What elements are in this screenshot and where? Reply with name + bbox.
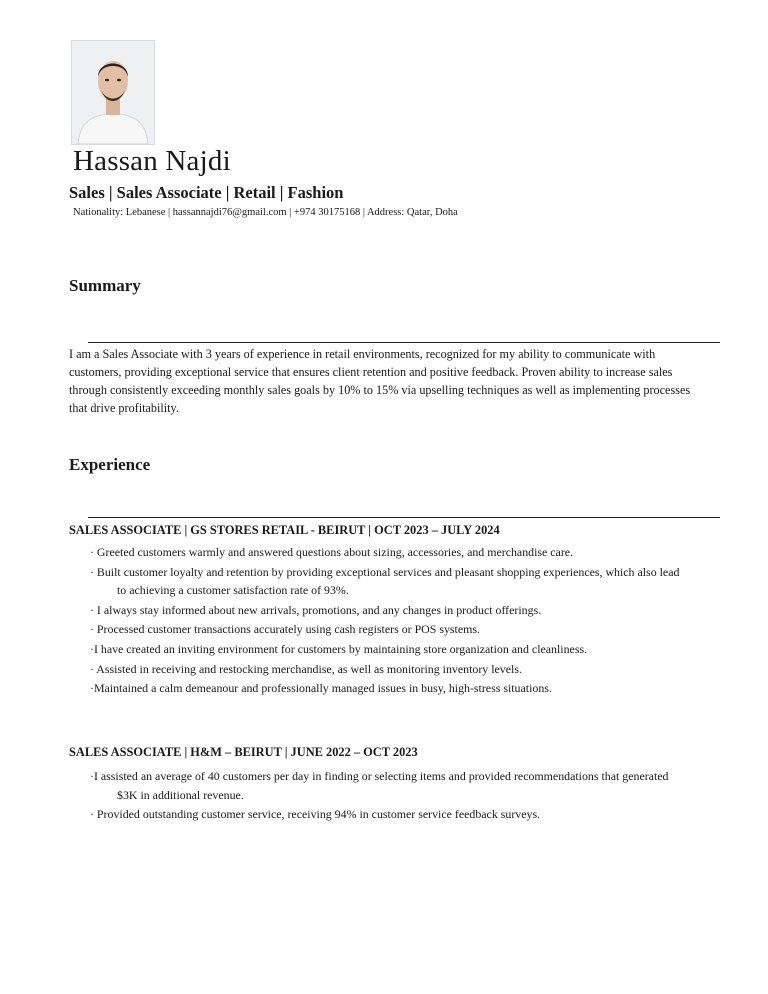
summary-divider: [88, 342, 720, 343]
list-item: ·I have created an inviting environment for customers by maintaining store organization and cleanliness.: [90, 641, 588, 656]
job-title-gs-stores: SALES ASSOCIATE | GS STORES RETAIL - BEIRUT | OCT 2023 – JULY 2024: [69, 523, 500, 537]
person-portrait-icon: [72, 41, 154, 144]
profile-photo: [71, 40, 155, 145]
list-item: · Processed customer transactions accurately using cash registers or POS systems.: [90, 622, 480, 637]
list-item: ·Maintained a calm demeanour and professionally managed issues in busy, high-stress situations.: [90, 681, 552, 696]
list-item: · Greeted customers warmly and answered questions about sizing, accessories, and merchandise care.: [90, 545, 574, 559]
list-item: · Built customer loyalty and retention by providing exceptional services and pleasant shopping experiences, which also lead to achieving a customer satisfaction rate of 93%.: [90, 564, 680, 598]
summary-title: Summary: [69, 276, 141, 295]
experience-divider: [88, 517, 720, 518]
list-item: · Assisted in receiving and restocking merchandise, as well as monitoring inventory levels.: [90, 661, 522, 676]
list-item: ·I assisted an average of 40 customers per day in finding or selecting items and provided recommendations that generated $3K in additional revenue.: [90, 769, 669, 802]
list-item: · I always stay informed about new arrivals, promotions, and any changes in product offerings.: [90, 602, 542, 617]
headline: Sales | Sales Associate | Retail | Fashion: [69, 183, 344, 202]
list-item: · Provided outstanding customer service, receiving 94% in customer service feedback surveys.: [90, 807, 541, 822]
job-bullets-gs-stores: [90, 543, 690, 699]
candidate-name: Hassan Najdi: [73, 145, 231, 177]
job-bullets-hm: [90, 767, 690, 825]
experience-title: Experience: [69, 455, 151, 474]
job-title-hm: SALES ASSOCIATE | H&M – BEIRUT | JUNE 2022 – OCT 2023: [69, 745, 418, 759]
summary-text: I am a Sales Associate with 3 years of experience in retail environments, recognized for my ability to communicate with customers, providing exceptional service that ensures client retention and positive feedback. Proven ability to increase sales through consistently exceeding monthly sales goals by 10% to 15% via upselling techniques as well as implementing processes that drive profitability.: [69, 347, 691, 415]
contact-info: Nationality: Lebanese | hassannajdi76@gmail.com | +974 30175168 | Address: Qatar, Doha: [73, 207, 458, 218]
